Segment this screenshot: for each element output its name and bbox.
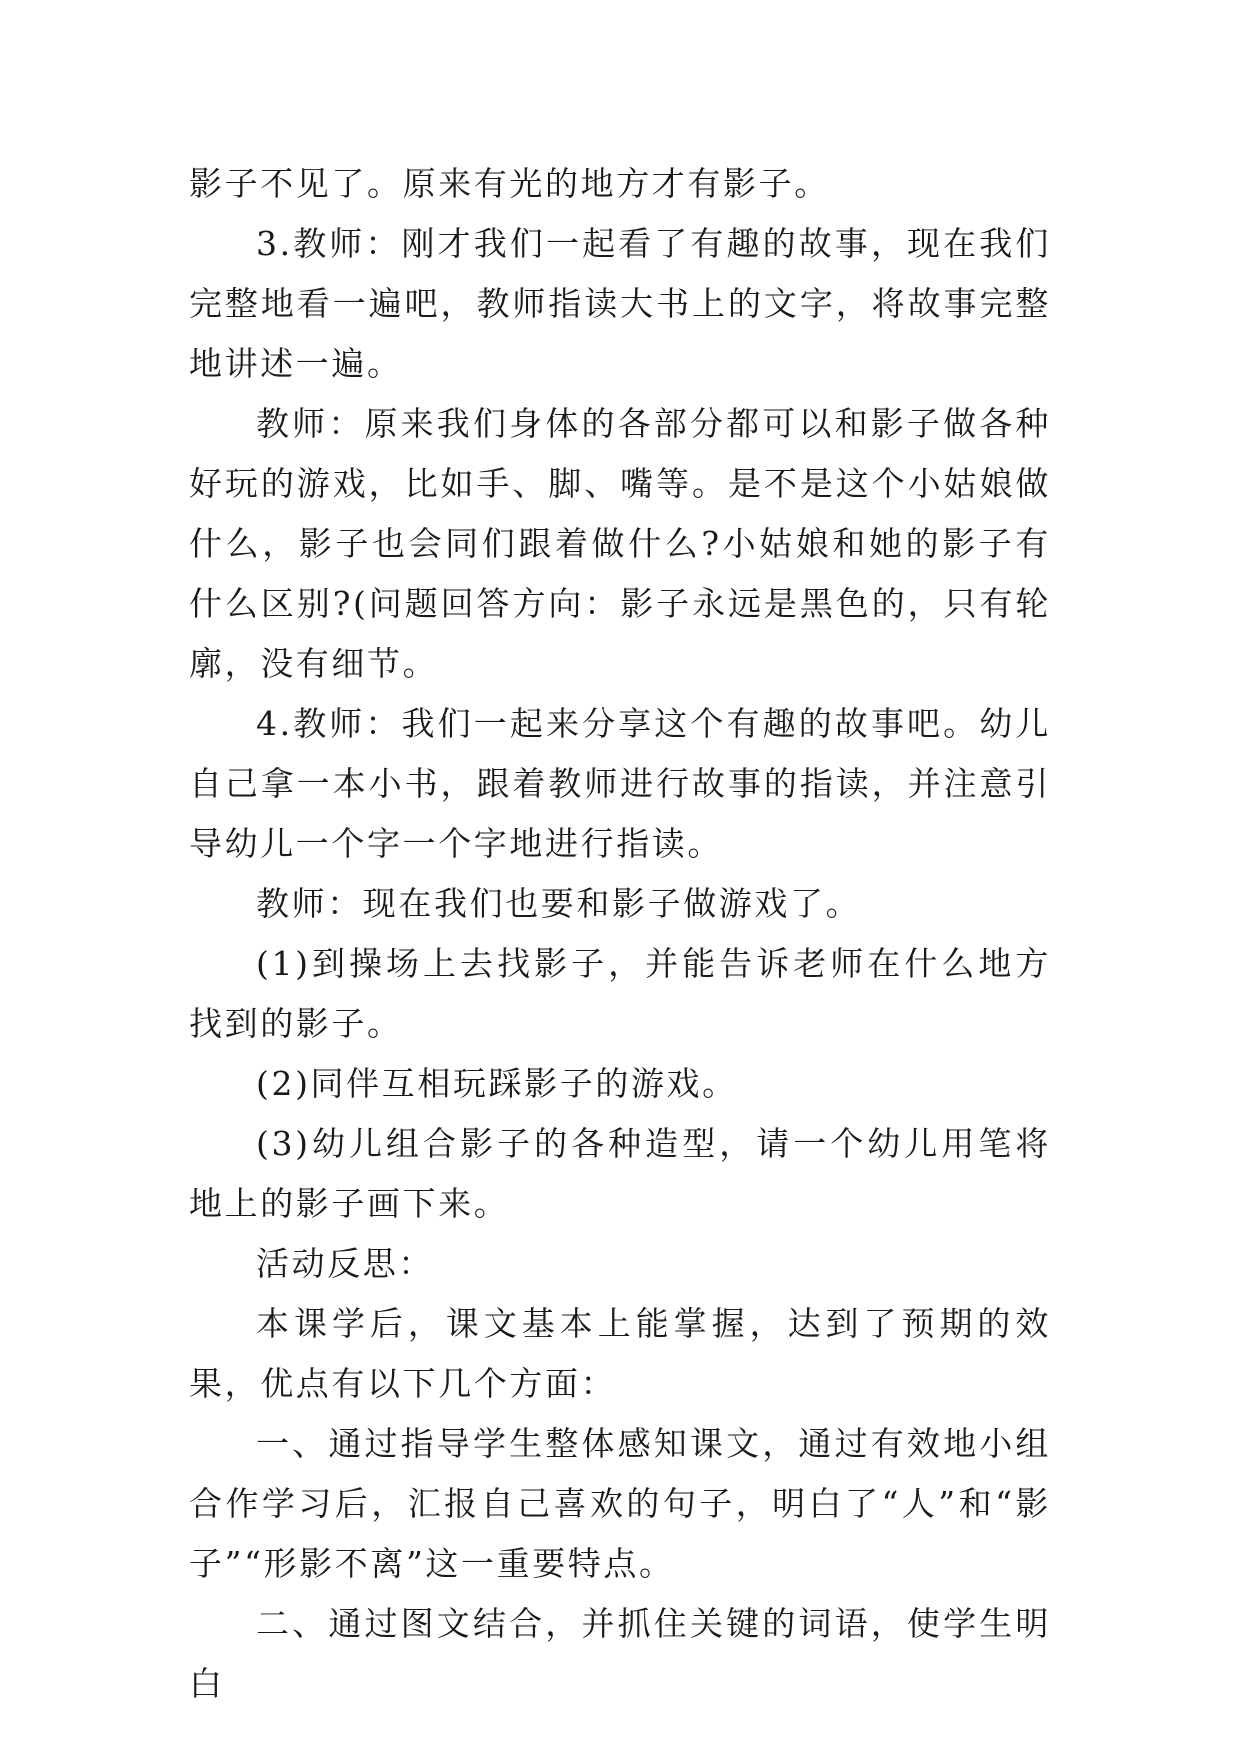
- section-heading-reflection: 活动反思：: [256, 1244, 434, 1283]
- paragraph-point-2: 二、通过图文结合，并抓住关键的词语，使学生明白: [189, 1604, 1051, 1703]
- paragraph-step-3: 3.教师：刚才我们一起看了有趣的故事，现在我们完整地看一遍吧，教师指读大书上的文字，将故事完整地讲述一遍。: [189, 224, 1051, 383]
- list-item-1: (1)到操场上去找影子，并能告诉老师在什么地方找到的影子。: [189, 944, 1051, 1043]
- paragraph-point-1: 一、通过指导学生整体感知课文，通过有效地小组合作学习后，汇报自己喜欢的句子，明白了“人”和“影子”“形影不离”这一重要特点。: [189, 1424, 1051, 1583]
- paragraph-step-4: 4.教师：我们一起来分享这个有趣的故事吧。幼儿自己拿一本小书，跟着教师进行故事的指读，并注意引导幼儿一个字一个字地进行指读。: [189, 704, 1051, 863]
- list-item-3: (3)幼儿组合影子的各种造型，请一个幼儿用笔将地上的影子画下来。: [189, 1124, 1051, 1223]
- paragraph-body-parts-game: 教师：原来我们身体的各部分都可以和影子做各种好玩的游戏，比如手、脚、嘴等。是不是这个小姑娘做什么，影子也会同们跟着做什么?小姑娘和她的影子有什么区别?(问题回答方向：影子永远是黑色的，只有轮廓，没有细节。: [189, 404, 1051, 683]
- document-body: [189, 154, 1051, 1714]
- paragraph-play-with-shadow: 教师：现在我们也要和影子做游戏了。: [256, 884, 862, 923]
- paragraph-shadow-disappears: 影子不见了。原来有光的地方才有影子。: [189, 164, 830, 203]
- paragraph-reflection-intro: 本课学后，课文基本上能掌握，达到了预期的效果，优点有以下几个方面：: [189, 1304, 1051, 1403]
- list-item-2: (2)同伴互相玩踩影子的游戏。: [256, 1064, 738, 1103]
